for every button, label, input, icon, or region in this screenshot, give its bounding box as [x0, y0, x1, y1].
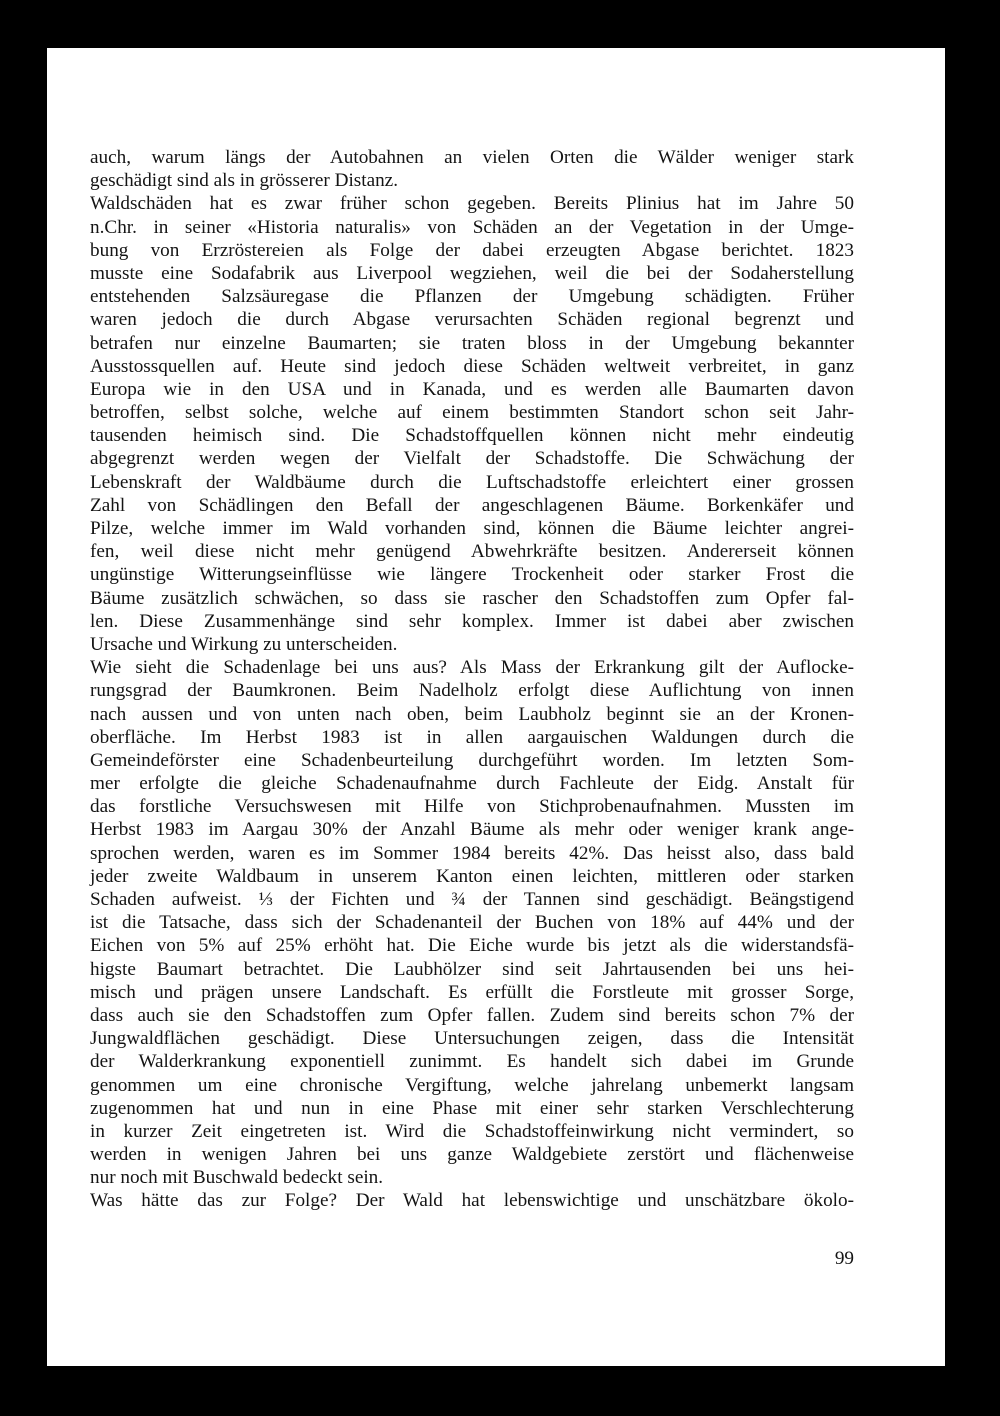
text-line: betroffen, selbst solche, welche auf einem bestimmten Standort schon seit Jahr-	[90, 402, 854, 424]
text-line: dass auch sie den Schadstoffen zum Opfer fallen. Zudem sind bereits schon 7% der	[90, 1004, 854, 1026]
text-line: sprochen werden, waren es im Sommer 1984 bereits 42%. Das heisst also, dass bald	[90, 842, 854, 864]
text-line: ungünstige Witterungseinflüsse wie längere Trockenheit oder starker Frost die	[90, 564, 854, 586]
text-line: Ursache und Wirkung zu unterscheiden.	[90, 633, 398, 655]
body-text	[90, 146, 854, 1213]
text-line: das forstliche Versuchswesen mit Hilfe von Stichprobenaufnahmen. Mussten im	[90, 796, 854, 818]
text-line: len. Diese Zusammenhänge sind sehr komplex. Immer ist dabei aber zwischen	[90, 610, 854, 632]
text-line: Eichen von 5% auf 25% erhöht hat. Die Eiche wurde bis jetzt als die widerstandsfä-	[90, 935, 854, 957]
text-line: abgegrenzt werden wegen der Vielfalt der Schadstoffe. Die Schwächung der	[90, 448, 854, 470]
text-line: nach aussen und von unten nach oben, beim Laubholz beginnt sie an der Kronen-	[90, 703, 854, 725]
text-line: Schaden aufweist. ⅓ der Fichten und ¾ der Tannen sind geschädigt. Beängstigend	[90, 889, 854, 910]
text-line: Jungwaldflächen geschädigt. Diese Untersuchungen zeigen, dass die Intensität	[90, 1028, 854, 1050]
text-line: Pilze, welche immer im Wald vorhanden sind, können die Bäume leichter angrei-	[90, 518, 854, 539]
text-line: nur noch mit Buschwald bedeckt sein.	[90, 1167, 384, 1189]
text-line: zugenommen hat und nun in eine Phase mit einer sehr starken Verschlechterung	[90, 1097, 854, 1119]
text-line: mer erfolgte die gleiche Schadenaufnahme durch Fachleute der Eidg. Anstalt für	[90, 773, 854, 795]
text-line: in kurzer Zeit eingetreten ist. Wird die Schadstoffeinwirkung nicht vermindert, so	[90, 1120, 854, 1142]
text-line: werden in wenigen Jahren bei uns ganze Waldgebiete zerstört und flächenweise	[90, 1144, 854, 1166]
text-line: jeder zweite Waldbaum in unserem Kanton einen leichten, mittleren oder starken	[90, 865, 854, 887]
text-line: Lebenskraft der Waldbäume durch die Luftschadstoffe erleichtert einer grossen	[90, 471, 854, 493]
text-line: oberfläche. Im Herbst 1983 ist in allen aargauischen Waldungen durch die	[90, 726, 854, 748]
text-line: entstehenden Salzsäuregase die Pflanzen der Umgebung schädigten. Früher	[90, 286, 854, 308]
text-line: Zahl von Schädlingen den Befall der angeschlagenen Bäume. Borkenkäfer und	[90, 494, 854, 516]
text-line: misch und prägen unsere Landschaft. Es erfüllt die Forstleute mit grosser Sorge,	[90, 981, 854, 1003]
text-line: Europa wie in den USA und in Kanada, und es werden alle Baumarten davon	[90, 378, 854, 400]
text-line: Was hätte das zur Folge? Der Wald hat lebenswichtige und unschätzbare ökolo-	[90, 1190, 854, 1212]
text-line: Ausstossquellen auf. Heute sind jedoch diese Schäden weltweit verbreitet, in ganz	[90, 355, 854, 377]
text-line: genommen um eine chronische Vergiftung, welche jahrelang unbemerkt langsam	[90, 1074, 854, 1096]
text-line: Herbst 1983 im Aargau 30% der Anzahl Bäume als mehr oder weniger krank ange-	[90, 819, 854, 841]
text-line: Wie sieht die Schadenlage bei uns aus? Als Mass der Erkrankung gilt der Auflocke-	[90, 657, 854, 679]
text-line: fen, weil diese nicht mehr genügend Abwehrkräfte besitzen. Andererseit können	[90, 541, 854, 563]
page-number: 99	[834, 1248, 854, 1269]
text-line: Gemeindeförster eine Schadenbeurteilung durchgeführt worden. Im letzten Som-	[90, 749, 854, 771]
text-line: der Walderkrankung exponentiell zunimmt. Es handelt sich dabei im Grunde	[90, 1051, 854, 1073]
text-line: betrafen nur einzelne Baumarten; sie traten bloss in der Umgebung bekannter	[90, 332, 854, 354]
document-page	[47, 48, 945, 1366]
text-line: geschädigt sind als in grösserer Distanz.	[90, 170, 398, 192]
text-line: ist die Tatsache, dass sich der Schadenanteil der Buchen von 18% auf 44% und der	[90, 912, 854, 934]
text-line: higste Baumart betrachtet. Die Laubhölzer sind seit Jahrtausenden bei uns hei-	[90, 958, 854, 980]
text-line: bung von Erzröstereien als Folge der dabei erzeugten Abgase berichtet. 1823	[90, 239, 854, 261]
text-line: n.Chr. in seiner «Historia naturalis» von Schäden an der Vegetation in der Umge-	[90, 216, 854, 238]
text-line: musste eine Sodafabrik aus Liverpool wegziehen, weil die bei der Sodaherstellung	[90, 262, 854, 284]
text-line: Bäume zusätzlich schwächen, so dass sie rascher den Schadstoffen zum Opfer fal-	[90, 587, 854, 609]
text-line: tausenden heimisch sind. Die Schadstoffquellen können nicht mehr eindeutig	[90, 425, 854, 447]
text-line: Waldschäden hat es zwar früher schon gegeben. Bereits Plinius hat im Jahre 50	[90, 193, 854, 215]
text-line: rungsgrad der Baumkronen. Beim Nadelholz erfolgt diese Auflichtung von innen	[90, 680, 854, 702]
text-line: waren jedoch die durch Abgase verursachten Schäden regional begrenzt und	[90, 309, 854, 331]
text-line: auch, warum längs der Autobahnen an vielen Orten die Wälder weniger stark	[90, 147, 854, 168]
